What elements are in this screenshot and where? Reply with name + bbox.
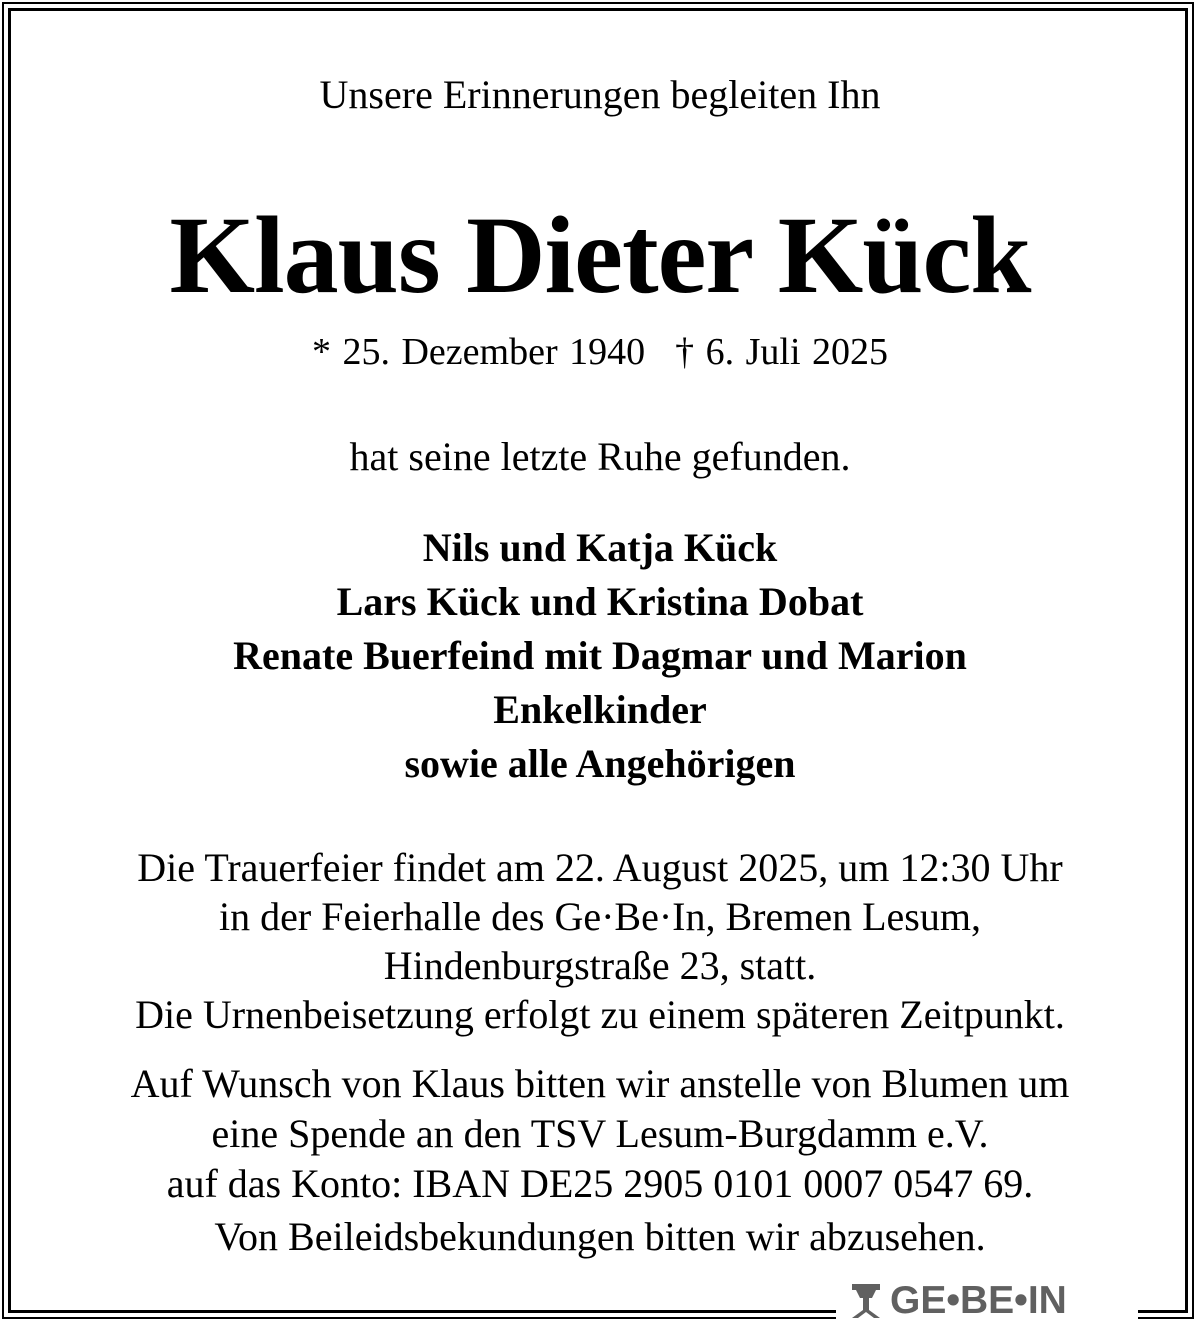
gebein-logo-icon xyxy=(848,1282,884,1320)
deceased-name: Klaus Dieter Kück xyxy=(169,194,1031,316)
donation-info xyxy=(0,1059,1200,1209)
logo-text: GE•BE•IN xyxy=(890,1279,1067,1322)
ceremony-info xyxy=(0,843,1200,1039)
mourner-line: sowie alle Angehörigen xyxy=(404,741,796,786)
intro-line: Unsere Erinnerungen begleiten Ihn xyxy=(319,72,881,117)
condolence-note: Von Beileidsbekundungen bitten wir abzusehen. xyxy=(214,1214,986,1259)
ceremony-line: Hindenburgstraße 23, statt. xyxy=(383,943,817,988)
gebein-logo xyxy=(848,1280,1067,1322)
mourner-line: Lars Kück und Kristina Dobat xyxy=(336,579,864,624)
ceremony-line: in der Feierhalle des Ge·Be·In, Bremen Lesum, xyxy=(219,894,981,939)
mourner-line: Renate Buerfeind mit Dagmar und Marion xyxy=(233,633,967,678)
death-date: † 6. Juli 2025 xyxy=(675,331,889,373)
mourners-list xyxy=(0,521,1200,791)
life-dates xyxy=(0,328,1200,376)
donation-line: auf das Konto: IBAN DE25 2905 0101 0007 0547 69. xyxy=(166,1161,1034,1206)
rest-line: hat seine letzte Ruhe gefunden. xyxy=(349,434,851,479)
donation-line: Auf Wunsch von Klaus bitten wir anstelle von Blumen um xyxy=(130,1061,1070,1106)
birth-date: * 25. Dezember 1940 xyxy=(311,331,646,373)
mourner-line: Enkelkinder xyxy=(493,687,707,732)
mourner-line: Nils und Katja Kück xyxy=(422,525,778,570)
ceremony-line: Die Urnenbeisetzung erfolgt zu einem späteren Zeitpunkt. xyxy=(135,992,1065,1037)
ceremony-line: Die Trauerfeier findet am 22. August 2025, um 12:30 Uhr xyxy=(137,845,1063,890)
donation-line: eine Spende an den TSV Lesum-Burgdamm e.V. xyxy=(211,1111,989,1156)
